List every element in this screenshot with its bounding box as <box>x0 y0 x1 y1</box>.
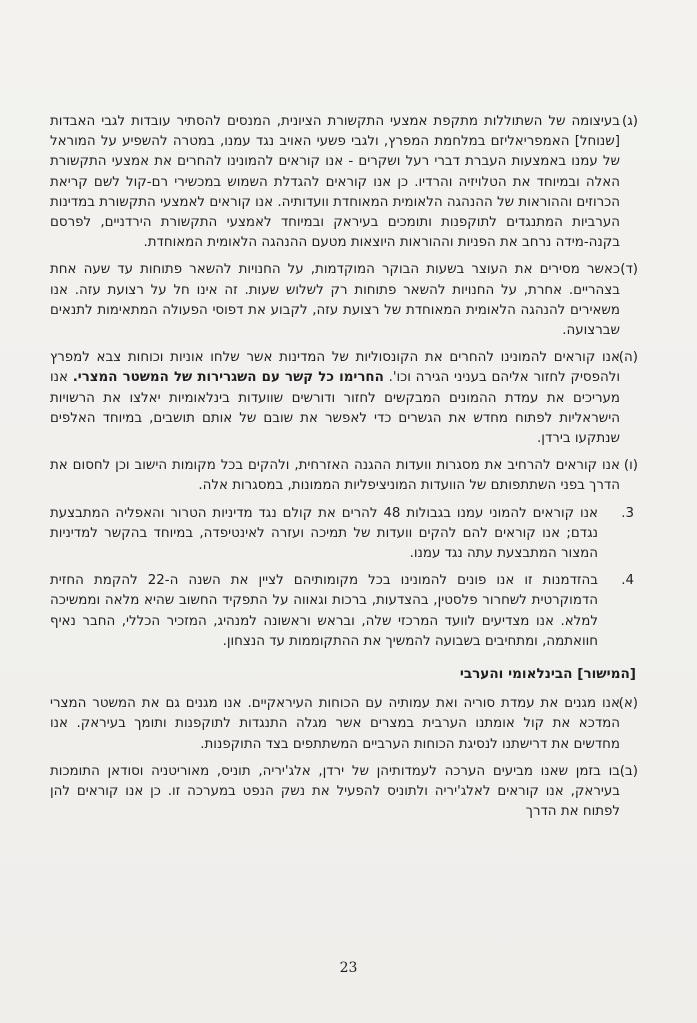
text-run: בו בזמן שאנו מביעים הערכה לעמדותיהן של ירדן, אלג'יריה, תוניס, מאוריטניה וסודאן התומכות בעיראק, אנו קוראים לאלג'יריה ולתוניס להפעיל את נשק הנפט במערכה זו. כן אנו קוראים להן לפתוח את הדרך <box>50 763 620 820</box>
text-run: אנו מגנים את עמדת סוריה ואת עמותיה עם הכוחות העיראקיים. אנו מגנים גם את המשטר המצרי המדכא את קול אומתנו הערבית במצרים אשר מגלה התנגדות לתוקפנות ותומך בעיראק. אנו מחדשים את דרישתנו לנסיגת הכוחות הערביים המשתתפים בצד התוקפנות. <box>50 696 620 752</box>
paragraph <box>50 694 638 755</box>
page-body <box>50 112 638 830</box>
paragraph-text <box>50 350 620 446</box>
paragraph-text <box>50 458 620 493</box>
paragraph <box>50 571 638 652</box>
paragraph <box>50 260 638 341</box>
text-run: אנו מעריכים את עמדת ההמונים המבקשים לחזור ודורשים שוועדות בינלאומיות יאלצו את הרשויות הישראליות לפתוח מחדש את הגשרים כדי לאפשר את שובם של אותם תושבים, במיוחד האלפים שנתקעו בירדן. <box>50 370 620 447</box>
bold-text: החרימו כל קשר עם השגרירות של המשטר המצרי. <box>72 370 384 386</box>
text-run: אנו קוראים להרחיב את מסגרות וועדות ההגנה האזרחית, ולהקים בכל מקומות הישוב וכן לחסום את הדרך בפני השתתפותם של הוועדות המוניציפליות הממונות, במסגרות אלה. <box>50 458 620 494</box>
paragraph-marker: 4. <box>621 573 634 589</box>
arab-international-section <box>50 694 638 822</box>
paragraph <box>50 456 638 496</box>
text-run: בעיצומה של השתוללות מתקפת אמצעי התקשורת הציונית, המנסים להסתיר עובדות לגבי האבדות [שנוחל] האמפריאליזם במלחמת המפרץ, ולגבי פשעי האויב נגד עמנו, במטרה להשפיע על המוראל של עמנו באמצעות העברת דברי רעל ושקרים - אנו קוראים להמונינו להחרים את אמצעי התקשורת האלה ובמיוחד את הטלויזיה והרדיו. כן אנו קוראים להגדלת השמוש במכשירי רם-קול לשם קריאת הכרוזים וההוראות של ההנהגה הלאומית המאוחדת וועדותיה. אנו קוראים לאמצעי התקשורת במדינות הערביות המתנגדים לתוקפנות ותומכים בעיראק ובמיוחד לאמצעי התקשורת הירדניים, לפרסם בקנה-מידה נרחב את הפניות וההוראות היוצאות מטעם ההנהגה הלאומית המאוחדת. <box>50 114 620 251</box>
paragraph-marker: (ו) <box>623 458 638 474</box>
paragraph-marker: 3. <box>621 505 634 521</box>
paragraph-text <box>50 764 620 819</box>
text-run: אנו קוראים להמונינו להחרים את הקונסוליות של המדינות אשר שלחו אוניות וכוחות צבא למפרץ ולהפסיק לחזור אליהם בעניני הגירה וכו'. <box>50 350 620 386</box>
section-heading: [המישור] הבינלאומי והערבי <box>459 666 636 683</box>
statement-section <box>50 112 638 652</box>
paragraph-marker: (א) <box>618 696 638 712</box>
paragraph-marker: (ג) <box>622 114 638 129</box>
page-number: 23 <box>339 960 358 976</box>
paragraph-marker: (ב) <box>619 763 638 779</box>
paragraph-marker: (ד) <box>620 262 638 278</box>
paragraph-text <box>50 114 620 250</box>
paragraph-text <box>50 262 620 338</box>
text-run: בהזדמנות זו אנו פונים להמונינו בכל מקומותיהם לציין את השנה ה-22 להקמת החזית הדמוקרטית לשחרור פלסטין, בהצדעות, ברכות וגאווה על התפקיד החשוב שהיא מלאה וממשיכה למלא. אנו מצדיעים לוועד המרכזי שלה, ובראש וראשונה למנהיג, המזכיר הכללי, החבר נאיף חוואתמה, ומתחיבים בשבועה להמשיך את ההתקוממות עד הנצחון. <box>50 573 599 649</box>
paragraph <box>50 348 638 449</box>
text-run: אנו קוראים להמוני עמנו בגבולות 48 להרים את קולם נגד מדיניות הטרור והאפליה המתבצעת נגדם; אנו קוראים להם להקים וועדות של תמיכה ועזרה לאינטיפדה, במיוחד בהקשר למדיניות המצור המתבצעת עתה נגד עמנו. <box>50 505 599 562</box>
paragraph-text <box>50 506 598 561</box>
paragraph <box>50 762 638 823</box>
paragraph-text <box>50 573 598 649</box>
text-run: כאשר מסירים את העוצר בשעות הבוקר המוקדמות, על החנויות להשאר פתוחות עד שעה אחת בצהריים. אחרת, על החנויות להשאר פתוחות רק לשלוש שעות. זה אינו חל על רצועת עזה. אנו משאירים להנהגה הלאומית המאוחדת של רצועת עזה, לקבוע את דפוסי הפעולה המתאימות לתנאים שברצועה. <box>50 262 620 339</box>
paragraph-marker: (ה) <box>618 350 638 366</box>
paragraph-text <box>50 696 620 751</box>
paragraph <box>50 112 638 253</box>
paragraph <box>50 504 638 565</box>
